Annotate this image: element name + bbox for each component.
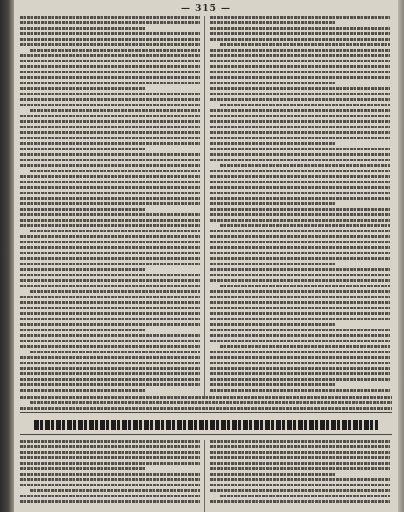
text-line [210,65,390,68]
text-line [210,467,390,470]
article-column-divider [204,440,205,512]
text-line [210,473,336,476]
text-line [210,318,390,321]
left-column-text [20,16,200,394]
text-line [20,383,200,386]
text-line [210,451,390,454]
text-line [20,213,200,216]
footnote-text [20,396,392,412]
text-line [210,383,336,386]
text-line [210,456,390,459]
text-line [20,329,146,332]
text-line [210,500,390,503]
text-line [220,43,390,46]
text-line [20,407,392,410]
text-line [210,356,390,359]
right-column-text [210,16,390,394]
text-line [20,473,200,476]
text-line [20,456,200,459]
text-line [20,389,146,392]
text-line [210,323,336,326]
text-line [210,98,390,101]
text-line [210,340,390,343]
text-line [210,120,390,123]
text-line [20,27,146,30]
text-line [20,257,200,260]
text-line [220,495,390,498]
article-headline [34,420,378,430]
scan-binding-edge [0,0,14,512]
text-line [20,98,200,101]
text-line [210,362,390,365]
text-line [210,367,390,370]
text-line [20,71,200,74]
text-line [20,451,200,454]
text-line [210,54,390,57]
text-line [210,484,390,487]
text-line [20,224,200,227]
text-line [210,246,390,249]
text-line [20,104,200,107]
text-line [20,153,200,156]
text-line [210,115,390,118]
text-line [20,263,200,266]
text-line [20,148,146,151]
text-line [20,159,200,162]
text-line [20,362,200,365]
text-line [210,71,390,74]
text-line [20,164,200,167]
text-line [20,279,200,282]
text-line [210,279,390,282]
text-line [20,440,200,443]
text-line [20,181,200,184]
text-line [210,197,390,200]
text-line [210,186,390,189]
text-line [210,170,390,173]
text-line [20,367,200,370]
text-line [210,82,336,85]
text-line [20,378,200,381]
text-line [210,257,390,260]
text-line [30,290,200,293]
text-line [210,378,390,381]
text-line [20,175,200,178]
text-line [20,356,200,359]
text-line [20,268,146,271]
text-line [210,213,390,216]
text-line [20,38,200,41]
text-line [20,126,200,129]
text-line [20,462,200,465]
text-line [20,76,200,79]
scan-right-edge [398,0,404,512]
text-line [30,170,200,173]
text-line [210,175,390,178]
text-line [210,76,390,79]
text-line [20,285,200,288]
text-line [210,307,390,310]
text-line [20,345,200,348]
text-line [210,334,390,337]
text-line [210,445,390,448]
text-line [20,334,200,337]
column-divider [204,16,205,396]
text-line [20,219,200,222]
text-line [220,164,390,167]
text-line [20,120,200,123]
text-line [30,401,392,404]
text-line [20,197,200,200]
text-line [20,202,200,205]
text-line [210,219,390,222]
text-line [20,192,200,195]
text-line [20,323,200,326]
text-line [20,65,200,68]
text-line [20,93,200,96]
text-line [20,32,200,35]
text-line [20,54,200,57]
text-line [210,351,390,354]
article-right-column [210,440,390,506]
text-line [210,202,336,205]
text-line [210,268,390,271]
text-line [210,274,390,277]
text-line [210,109,390,112]
text-line [20,445,200,448]
text-line [20,60,200,63]
text-line [20,131,200,134]
text-line [210,137,390,140]
text-line [210,312,390,315]
text-line [20,137,200,140]
text-line [20,318,200,321]
text-line [20,312,200,315]
text-line [220,345,390,348]
text-line [20,495,200,498]
text-line [210,142,336,145]
text-line [210,489,390,492]
text-line [30,49,200,52]
text-line [20,246,200,249]
text-line [210,87,390,90]
text-line [20,274,200,277]
text-line [210,93,390,96]
text-line [210,301,390,304]
text-line [30,351,200,354]
text-line [210,126,390,129]
section-rule-top [20,412,392,413]
text-line [210,27,390,30]
text-line [20,241,200,244]
text-line [210,290,390,293]
text-line [210,230,390,233]
newspaper-page [14,0,398,512]
text-line [30,109,200,112]
page-number: — 315 — [180,4,232,14]
text-line [210,263,336,266]
text-line [210,148,390,151]
text-line [20,372,200,375]
text-line [20,82,200,85]
text-line [210,38,390,41]
text-line [210,49,390,52]
text-line [20,142,200,145]
text-line [20,340,200,343]
text-line [210,159,390,162]
text-line [210,181,390,184]
text-line [210,60,390,63]
text-line [210,462,390,465]
text-line [210,21,336,24]
text-line [220,285,390,288]
text-line [20,21,200,24]
text-line [210,440,390,443]
text-line [20,301,200,304]
text-line [220,104,390,107]
text-line [210,241,390,244]
text-line [210,16,390,19]
text-line [20,500,200,503]
text-line [20,87,146,90]
text-line [20,43,200,46]
text-line [210,296,390,299]
text-line [210,131,390,134]
section-rule-bottom [20,434,392,435]
text-line [30,489,200,492]
text-line [210,235,390,238]
text-line [20,186,200,189]
article-left-column [20,440,200,506]
text-line [20,296,200,299]
text-line [210,372,390,375]
text-line [20,208,146,211]
text-line [220,224,390,227]
text-line [20,307,200,310]
text-line [20,484,200,487]
text-line [210,208,390,211]
text-line [210,478,390,481]
text-line [20,235,200,238]
text-line [20,16,200,19]
text-line [20,396,392,399]
text-line [20,252,200,255]
text-line [210,389,390,392]
text-line [210,153,390,156]
text-line [210,329,390,332]
text-line [20,115,200,118]
text-line [30,230,200,233]
text-line [210,192,390,195]
text-line [210,32,390,35]
text-line [210,252,390,255]
text-line [20,478,200,481]
text-line [20,467,146,470]
